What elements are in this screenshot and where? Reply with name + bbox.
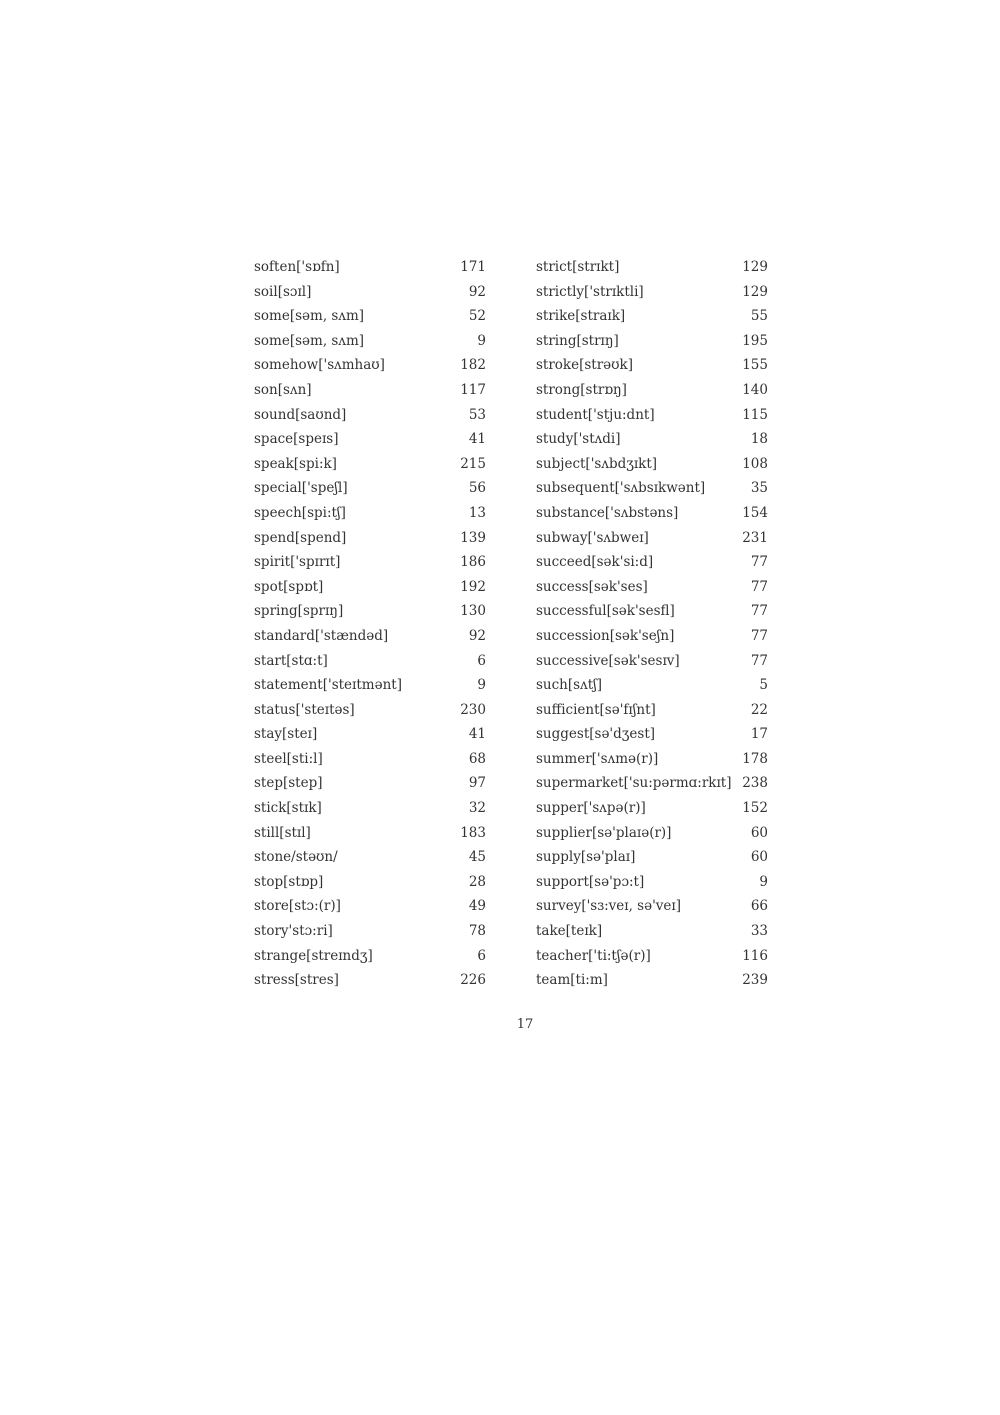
entry-page-reference: 92: [468, 627, 486, 644]
vocabulary-entry: [254, 427, 486, 452]
entry-page-reference: 77: [750, 578, 768, 595]
entry-page-reference: 195: [742, 332, 768, 349]
entry-word: story'stɔ:ri]: [254, 923, 333, 940]
vocabulary-entry: [254, 919, 486, 944]
vocabulary-entry: [254, 968, 486, 993]
entry-page-reference: 116: [742, 947, 768, 964]
vocabulary-entry: [536, 526, 768, 551]
vocabulary-entry: [536, 575, 768, 600]
vocabulary-entry: [536, 599, 768, 624]
vocabulary-entry: [254, 796, 486, 821]
vocabulary-entry: [536, 304, 768, 329]
entry-word: stress[stres]: [254, 972, 339, 989]
entry-word: start[stɑ:t]: [254, 652, 328, 669]
vocabulary-entry: [536, 378, 768, 403]
entry-page-reference: 53: [468, 406, 486, 423]
entry-page-reference: 231: [742, 529, 768, 546]
entry-word: strictly['strɪktli]: [536, 283, 644, 300]
entry-page-reference: 35: [750, 480, 768, 497]
entry-page-reference: 77: [750, 652, 768, 669]
entry-page-reference: 56: [468, 480, 486, 497]
entry-page-reference: 77: [750, 554, 768, 571]
entry-page-reference: 152: [742, 800, 768, 817]
entry-word: son[sʌn]: [254, 381, 312, 398]
entry-page-reference: 6: [477, 652, 486, 669]
vocabulary-entry: [254, 452, 486, 477]
entry-word: stay[steɪ]: [254, 726, 318, 743]
vocabulary-entry: [254, 255, 486, 280]
entry-word: some[səm, sʌm]: [254, 308, 365, 325]
entry-word: steel[sti:l]: [254, 750, 323, 767]
vocabulary-entry: [536, 821, 768, 846]
entry-word: success[sək'ses]: [536, 578, 648, 595]
entry-word: spend[spend]: [254, 529, 347, 546]
entry-word: support[sə'pɔ:t]: [536, 873, 645, 890]
entry-word: supplier[sə'plaɪə(r)]: [536, 824, 672, 841]
entry-page-reference: 182: [460, 357, 486, 374]
vocabulary-entry: [536, 353, 768, 378]
vocabulary-entry: [254, 649, 486, 674]
vocabulary-entry: [536, 747, 768, 772]
vocabulary-entry: [254, 304, 486, 329]
vocabulary-entry: [254, 944, 486, 969]
vocabulary-entry: [254, 476, 486, 501]
vocabulary-entry: [536, 722, 768, 747]
entry-word: strange[streɪndʒ]: [254, 947, 373, 964]
vocabulary-entry: [536, 403, 768, 428]
entry-page-reference: 115: [742, 406, 768, 423]
entry-word: store[stɔ:(r)]: [254, 898, 341, 915]
entry-page-reference: 192: [460, 578, 486, 595]
entry-word: succession[sək'seʃn]: [536, 627, 675, 644]
entry-word: somehow['sʌmhaʊ]: [254, 357, 385, 374]
entry-word: some[səm, sʌm]: [254, 332, 365, 349]
vocabulary-entry: [254, 353, 486, 378]
entry-page-reference: 32: [468, 800, 486, 817]
entry-page-reference: 5: [759, 677, 768, 694]
entry-page-reference: 18: [750, 431, 768, 448]
entry-page-reference: 28: [468, 873, 486, 890]
entry-word: succeed[sək'si:d]: [536, 554, 654, 571]
entry-page-reference: 92: [468, 283, 486, 300]
entry-page-reference: 139: [460, 529, 486, 546]
entry-word: strict[strɪkt]: [536, 259, 620, 275]
entry-word: supermarket['su:pərmɑ:rkɪt]: [536, 775, 732, 792]
entry-word: sound[saʊnd]: [254, 406, 347, 423]
entry-word: student['stju:dnt]: [536, 406, 655, 423]
vocabulary-entry: [254, 673, 486, 698]
vocabulary-entry: [254, 771, 486, 796]
entry-word: sufficient[sə'fɪʃnt]: [536, 701, 656, 718]
entry-page-reference: 97: [468, 775, 486, 792]
entry-word: spot[spɒt]: [254, 578, 324, 595]
page-number: 17: [516, 1017, 534, 1032]
vocabulary-entry: [536, 698, 768, 723]
entry-page-reference: 55: [750, 308, 768, 325]
entry-page-reference: 108: [742, 455, 768, 472]
vocabulary-entry: [254, 599, 486, 624]
entry-word: stop[stɒp]: [254, 873, 324, 890]
entry-page-reference: 6: [477, 947, 486, 964]
vocabulary-column-right: [536, 255, 768, 993]
vocabulary-entry: [536, 501, 768, 526]
entry-word: soften['sɒfn]: [254, 259, 340, 275]
entry-page-reference: 66: [750, 898, 768, 915]
vocabulary-entry: [254, 280, 486, 305]
entry-page-reference: 215: [460, 455, 486, 472]
entry-word: soil[sɔɪl]: [254, 283, 312, 300]
entry-word: strike[straɪk]: [536, 308, 626, 325]
vocabulary-entry: [536, 255, 768, 280]
vocabulary-entry: [254, 894, 486, 919]
vocabulary-entry: [536, 919, 768, 944]
entry-page-reference: 129: [742, 283, 768, 300]
entry-page-reference: 155: [742, 357, 768, 374]
entry-word: take[teɪk]: [536, 923, 603, 940]
entry-page-reference: 17: [750, 726, 768, 743]
entry-word: status['steɪtəs]: [254, 701, 355, 718]
vocabulary-entry: [254, 821, 486, 846]
entry-page-reference: 238: [742, 775, 768, 792]
entry-word: step[step]: [254, 775, 323, 792]
vocabulary-entry: [254, 329, 486, 354]
entry-page-reference: 226: [460, 972, 486, 989]
entry-word: subway['sʌbweɪ]: [536, 529, 649, 546]
entry-page-reference: 154: [742, 504, 768, 521]
entry-word: speech[spi:tʃ]: [254, 504, 346, 521]
vocabulary-entry: [254, 550, 486, 575]
entry-page-reference: 9: [477, 332, 486, 349]
entry-page-reference: 41: [468, 431, 486, 448]
entry-page-reference: 78: [468, 923, 486, 940]
entry-page-reference: 49: [468, 898, 486, 915]
entry-word: space[speɪs]: [254, 431, 339, 448]
entry-word: standard['stændəd]: [254, 627, 389, 644]
vocabulary-entry: [254, 870, 486, 895]
entry-word: study['stʌdi]: [536, 431, 621, 448]
entry-page-reference: 60: [750, 824, 768, 841]
entry-word: subsequent['sʌbsɪkwənt]: [536, 480, 706, 497]
entry-page-reference: 230: [460, 701, 486, 718]
entry-page-reference: 239: [742, 972, 768, 989]
vocabulary-entry: [254, 403, 486, 428]
entry-word: speak[spi:k]: [254, 455, 337, 472]
entry-word: strong[strɒŋ]: [536, 381, 627, 398]
entry-page-reference: 60: [750, 849, 768, 866]
entry-word: still[stɪl]: [254, 824, 311, 841]
entry-word: substance['sʌbstəns]: [536, 504, 679, 521]
vocabulary-entry: [254, 501, 486, 526]
vocabulary-entry: [536, 894, 768, 919]
entry-page-reference: 9: [759, 873, 768, 890]
vocabulary-entry: [536, 673, 768, 698]
entry-page-reference: 22: [750, 701, 768, 718]
vocabulary-entry: [254, 698, 486, 723]
entry-word: spirit['spɪrɪt]: [254, 554, 341, 571]
entry-page-reference: 178: [742, 750, 768, 767]
entry-word: survey['sɜ:veɪ, sə'veɪ]: [536, 898, 681, 915]
vocabulary-entry: [536, 845, 768, 870]
vocabulary-entry: [536, 624, 768, 649]
vocabulary-entry: [254, 575, 486, 600]
entry-word: successive[sək'sesɪv]: [536, 652, 680, 669]
vocabulary-entry: [254, 747, 486, 772]
vocabulary-entry: [536, 476, 768, 501]
vocabulary-entry: [536, 280, 768, 305]
entry-page-reference: 45: [468, 849, 486, 866]
entry-page-reference: 77: [750, 603, 768, 620]
vocabulary-column-left: [254, 255, 486, 993]
entry-word: subject['sʌbdʒɪkt]: [536, 455, 658, 472]
entry-page-reference: 33: [750, 923, 768, 940]
entry-page-reference: 183: [460, 824, 486, 841]
vocabulary-entry: [254, 722, 486, 747]
entry-page-reference: 41: [468, 726, 486, 743]
vocabulary-entry: [536, 870, 768, 895]
entry-word: stroke[strəʊk]: [536, 357, 633, 374]
entry-word: such[sʌtʃ]: [536, 677, 603, 694]
vocabulary-entry: [536, 329, 768, 354]
entry-page-reference: 171: [460, 259, 486, 275]
vocabulary-entry: [254, 624, 486, 649]
vocabulary-entry: [536, 452, 768, 477]
vocabulary-entry: [536, 968, 768, 993]
entry-word: stone/stəʊn/: [254, 849, 338, 866]
vocabulary-entry: [536, 796, 768, 821]
entry-page-reference: 117: [460, 381, 486, 398]
entry-page-reference: 186: [460, 554, 486, 571]
vocabulary-entry: [536, 550, 768, 575]
entry-page-reference: 68: [468, 750, 486, 767]
entry-page-reference: 52: [468, 308, 486, 325]
entry-word: team[ti:m]: [536, 972, 608, 989]
vocabulary-entry: [536, 427, 768, 452]
entry-word: stick[stɪk]: [254, 800, 322, 817]
entry-word: spring[sprɪŋ]: [254, 603, 344, 620]
entry-page-reference: 77: [750, 627, 768, 644]
entry-word: supply[sə'plaɪ]: [536, 849, 636, 866]
vocabulary-entry: [254, 845, 486, 870]
entry-page-reference: 13: [468, 504, 486, 521]
entry-page-reference: 9: [477, 677, 486, 694]
entry-word: special['speʃl]: [254, 480, 348, 497]
entry-word: teacher['ti:tʃə(r)]: [536, 947, 651, 964]
entry-word: summer['sʌmə(r)]: [536, 750, 659, 767]
entry-word: string[strɪŋ]: [536, 332, 619, 349]
entry-word: statement['steɪtmənt]: [254, 677, 402, 694]
vocabulary-entry: [536, 944, 768, 969]
vocabulary-entry: [254, 526, 486, 551]
entry-page-reference: 130: [460, 603, 486, 620]
vocabulary-entry: [536, 649, 768, 674]
vocabulary-entry: [536, 771, 768, 796]
entry-word: supper['sʌpə(r)]: [536, 800, 646, 817]
entry-word: suggest[sə'dʒest]: [536, 726, 656, 743]
entry-word: successful[sək'sesfl]: [536, 603, 675, 620]
entry-page-reference: 129: [742, 259, 768, 275]
entry-page-reference: 140: [742, 381, 768, 398]
vocabulary-entry: [254, 378, 486, 403]
